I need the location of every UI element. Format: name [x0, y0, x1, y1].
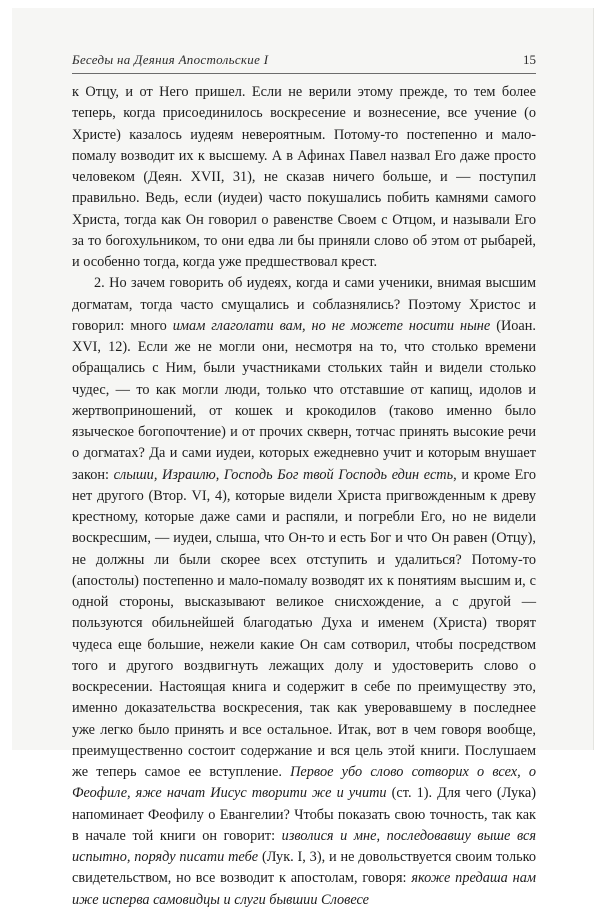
paragraph-2-text: , и кроме Его нет другого (Втор. VI, 4), которые видели Христа пригвожденным к древу крестному, которые даже сами и распяли, и погребли Его, но не видели воскресшим, — иудеи, слыша, что Он-то и есть Бог и что Он равен (Отцу), не должны ли были скорее всех отступить и удалиться? Потому-то (апостолы) постепенно и мало-помалу возводят их к понятиям высшим и, с одной стороны, высказывают великое снисхождение, а с другой — пользуются обильнейшей благодатью Духа и именем (Христа) творят чудеса еще большие, нежели какие Он сам сотворил, чтобы посредством того и другого воздвигнуть лежащих долу и удостоверить слово о воскресении. Настоящая книга и содержит в себе по преимуществу это, именно доказательства воскресения, так как уверовавшему в последнее уже легко было принять и все остальное. Итак, вот в чем говоря вообще, преимущественно состоит содержание и вся цель этой книги. Послушаем же теперь самое ее вступление. — [72, 466, 536, 780]
page-body — [72, 82, 536, 911]
scripture-quote: слыши, Израилю, Господь Бог твой Господь един есть — [113, 466, 454, 483]
running-title: Беседы на Деяния Апостольские I — [72, 52, 269, 67]
paragraph-2-text: 2. Но зачем говорить об иудеях, когда и сами ученики, внимая высшим догматам, тогда часто смущались и соблазнялись? Поэтому Христос и говорил: много — [72, 275, 536, 334]
scripture-quote: изволися и мне, последовавшу выше вся испытно, поряду писати тебе — [72, 827, 536, 865]
scripture-quote: Первое убо слово сотворих о всех, о Феофиле, яже начат Иисус творити же и учити — [72, 764, 536, 802]
paragraph-2-text: (Иоан. XVI, 12). Если же не могли они, несмотря на то, что столько времени обращались с Ним, были участниками стольких тайн и видели столько чудес, — то как могли люди, только что отставшие от капищ, идолов и жертвоприношений, от кошек и крокодилов (таково именно было языческое богопочтение) и от прочих скверн, тотчас принять высокие речи о догматах? Да и сами иудеи, которых ежедневно учит и которым внушает закон: — [72, 317, 537, 483]
page-number: 15 — [523, 52, 536, 67]
paragraph-2 — [72, 273, 536, 911]
book-page — [12, 8, 594, 908]
paragraph-2-text: (Лук. I, 3), и не довольствуется своим только свидетельством, но все возводит к апостолам, говоря: — [72, 849, 536, 887]
scripture-quote: якоже предаша нам иже исперва самовидцы и слуги бывшии Словесе — [72, 870, 536, 908]
scripture-quote: имам глаголати вам, но не можете носити ныне — [172, 317, 491, 334]
paragraph-2-text: (ст. 1). Для чего (Лука) напоминает Феофилу о Евангелии? Чтобы показать свою точность, так как в начале той книги он говорит: — [72, 785, 536, 844]
paragraph-1: к Отцу, и от Него пришел. Если не верили этому прежде, то тем более теперь, когда присоединилось воскресение и вознесение, все учение (о Христе) казалось иудеям невероятным. Потому-то постепенно и мало-помалу возводит их к высшему. А в Афинах Павел назвал Его даже просто человеком (Деян. XVII, 31), не сказав ничего больше, и — поступил правильно. Ведь, если (иудеи) часто покушались побить камнями самого Христа, тогда как Он говорил о равенстве Своем с Отцом, и называли Его за то богохульником, то они едва ли бы приняли слово об этом от рыбарей, и особенно тогда, когда уже предшествовал крест. — [72, 84, 536, 270]
page-header — [72, 52, 536, 68]
header-rule — [72, 73, 536, 74]
